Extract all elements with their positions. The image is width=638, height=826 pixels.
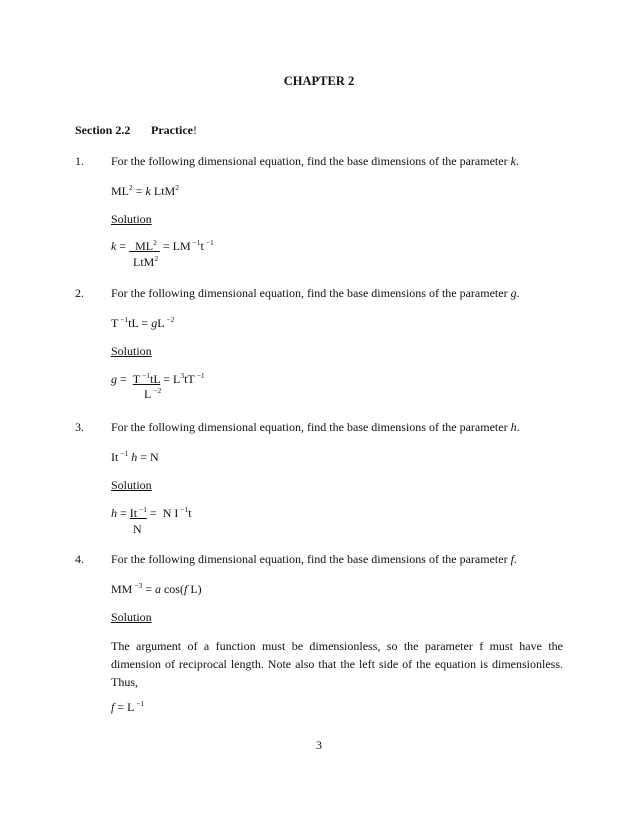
problem-3-equation: It $^{-1}$ h = N bbox=[111, 449, 159, 464]
problem-3-solution-denominator: N bbox=[133, 522, 142, 536]
problem-3-solution: h = It $^{-1}$ = N I $^{-1}$t bbox=[111, 505, 192, 520]
problem-1-param: k bbox=[510, 154, 516, 168]
problem-2-solution-label: Solution bbox=[111, 344, 152, 358]
problem-4-explanation: The argument of a function must be dimensionless, so the parameter f must have the dimension of reciprocal length. Note also that the left side of the equation is dimensionless. Thus, bbox=[111, 639, 563, 689]
problem-4-number: 4. bbox=[75, 552, 84, 566]
problem-4-prompt-text: For the following dimensional equation, find the base dimensions of the parameter bbox=[111, 552, 511, 566]
section-title bbox=[151, 123, 197, 138]
problem-2-number: 2. bbox=[75, 286, 84, 300]
section-label: Section 2.2 bbox=[75, 123, 131, 137]
problem-3-param: h bbox=[510, 420, 517, 434]
section-title-mark: ! bbox=[192, 123, 197, 137]
problem-1-solution: $k = ML^2$ = LM $^{-1}$t $^{-1}$ bbox=[111, 238, 214, 253]
problem-1-equation: $ML^2 = k$ LtM$^2$ bbox=[111, 183, 179, 198]
page-number: 3 bbox=[316, 738, 322, 752]
problem-2-equation: T $^{-1}$tL = gL $^{-2}$ bbox=[111, 315, 175, 330]
problem-1-number: 1. bbox=[75, 154, 84, 168]
problem-1-prompt-text: For the following dimensional equation, find the base dimensions of the parameter bbox=[111, 154, 511, 168]
problem-2-solution-denominator: L $^{-2}$ bbox=[144, 386, 162, 401]
section-title-text: Practice bbox=[151, 123, 193, 137]
problem-2-prompt: For the following dimensional equation, find the base dimensions of the parameter g. bbox=[111, 286, 520, 300]
problem-1-prompt: For the following dimensional equation, find the base dimensions of the parameter k. bbox=[111, 154, 519, 168]
problem-3-number: 3. bbox=[75, 420, 84, 434]
problem-3-prompt: For the following dimensional equation, find the base dimensions of the parameter h. bbox=[111, 420, 520, 434]
problem-2-solution: g = T $^{-1}tL = L^3tT$ $^{-1}$ bbox=[111, 371, 205, 386]
problem-4-prompt: For the following dimensional equation, find the base dimensions of the parameter f. bbox=[111, 552, 517, 566]
problem-2-param: g bbox=[510, 286, 517, 300]
problem-4-param: f bbox=[510, 552, 514, 566]
problem-3-prompt-text: For the following dimensional equation, find the base dimensions of the parameter bbox=[111, 420, 511, 434]
problem-4-solution: f = L $^{-1}$ bbox=[111, 699, 145, 714]
problem-2-prompt-text: For the following dimensional equation, find the base dimensions of the parameter bbox=[111, 286, 511, 300]
problem-1-solution-label: Solution bbox=[111, 212, 152, 226]
problem-3-solution-label: Solution bbox=[111, 478, 152, 492]
problem-4-solution-label: Solution bbox=[111, 610, 152, 624]
problem-4-equation: MM $^{-3}$ = a cos(f L) bbox=[111, 581, 202, 596]
problem-1-solution-denominator: LtM$^2$ bbox=[133, 254, 159, 269]
chapter-title: CHAPTER 2 bbox=[283, 74, 355, 88]
